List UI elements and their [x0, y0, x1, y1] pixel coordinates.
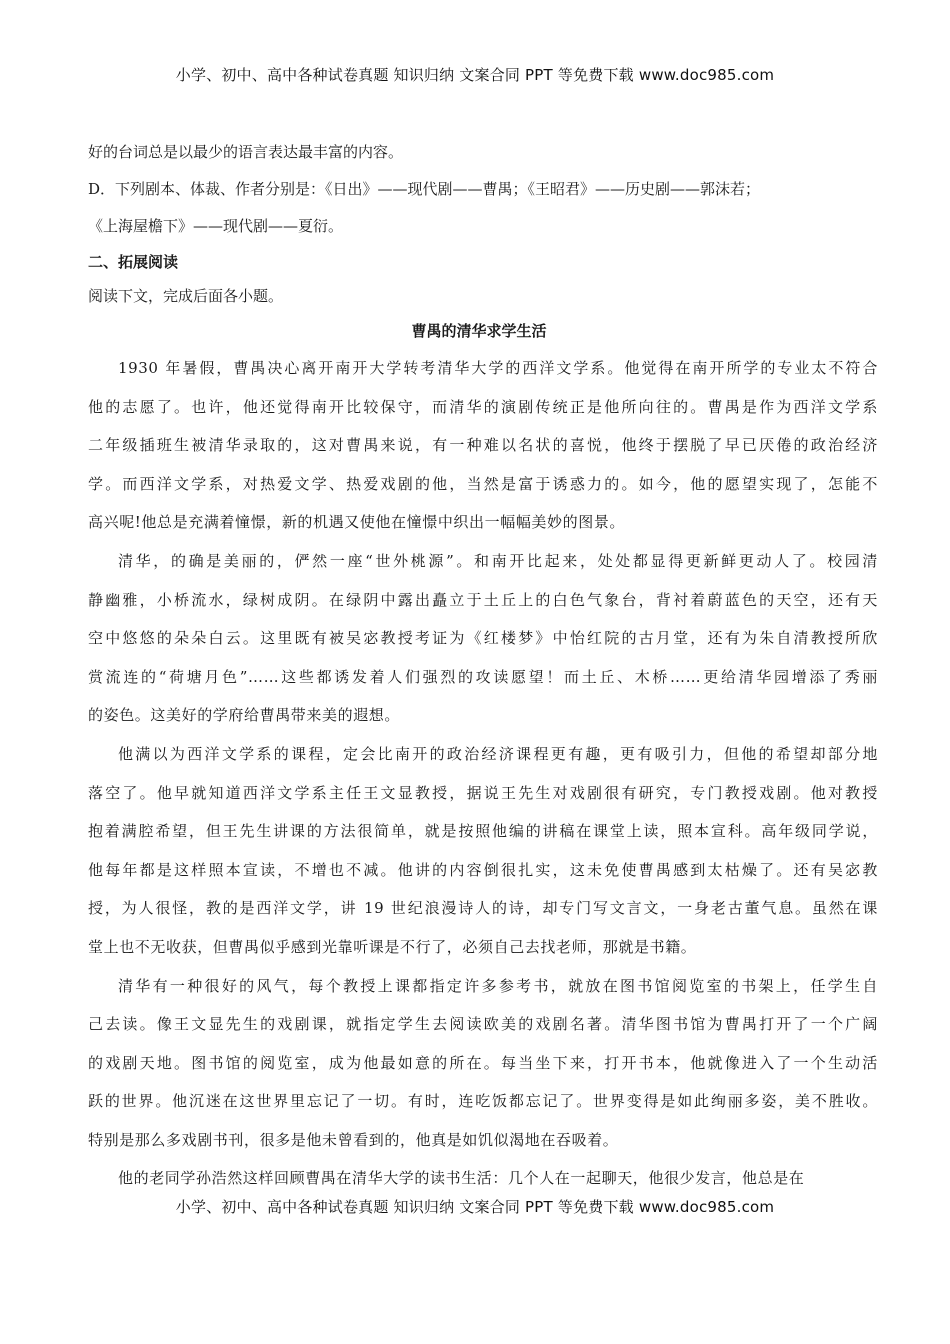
article-paragraph	[88, 1159, 878, 1198]
paragraph-line: 空中悠悠的朵朵白云。这里既有被吴宓教授考证为《红楼梦》中怡红院的古月堂，还有为朱自清教授所欣	[88, 629, 878, 648]
paragraph-line: 1930 年暑假，曹禺决心离开南开大学转考清华大学的西洋文学系。他觉得在南开所学的专业太不符合	[118, 359, 878, 377]
paragraph-line: 二年级插班生被清华录取的，这对曹禺来说，有一种难以名状的喜悦，他终于摆脱了早已厌倦的政治经济	[88, 436, 878, 455]
article-body	[88, 349, 878, 1198]
paragraph-line: 的戏剧天地。图书馆的阅览室，成为他最如意的所在。每当坐下来，打开书本，他就像进入了一个生动活	[88, 1053, 878, 1072]
option-d-line: D．下列剧本、体裁、作者分别是：《日出》——现代剧——曹禺；《王昭君》——历史剧——郭沫若；	[88, 180, 761, 198]
paragraph-line: 学。而西洋文学系，对热爱文学、热爱戏剧的他，当然是富于诱惑力的。如今，他的愿望实现了，怎能不	[88, 474, 878, 493]
page-content	[88, 134, 878, 1198]
paragraph-line: 静幽雅，小桥流水，绿树成阴。在绿阴中露出矗立于土丘上的白色气象台，背衬着蔚蓝色的天空，还有天	[88, 590, 878, 609]
article-title: 曹禺的清华求学生活	[411, 322, 547, 340]
paragraph-line: 赏流连的“荷塘月色”……这些都诱发着人们强烈的攻读愿望！而土丘、木桥……更给清华园增添了秀丽	[88, 667, 878, 686]
paragraph-line: 清华有一种很好的风气，每个教授上课都指定许多参考书，就放在图书馆阅览室的书架上，任学生自	[118, 976, 878, 995]
article-paragraph	[88, 349, 878, 542]
paragraph-line: 特别是那么多戏剧书刊，很多是他未曾看到的，他真是如饥似渴地在吞吸着。	[88, 1130, 619, 1149]
paragraph-line: 授，为人很怪，教的是西洋文学，讲 19 世纪浪漫诗人的诗，却专门写文言文，一身老古董气息。虽然在课	[88, 899, 878, 918]
section-heading: 二、拓展阅读	[88, 253, 179, 271]
paragraph-line: 他每年都是这样照本宣读，不增也不减。他讲的内容倒很扎实，这未免使曹禺感到太枯燥了。还有吴宓教	[88, 860, 878, 879]
paragraph-line: 他满以为西洋文学系的课程，定会比南开的政治经济课程更有趣，更有吸引力，但他的希望却部分地	[118, 744, 878, 763]
article-paragraph	[88, 542, 878, 735]
paragraph-line: 抱着满腔希望，但王先生讲课的方法很简单，就是按照他编的讲稿在课堂上读，照本宣科。高年级同学说，	[88, 822, 878, 841]
page-header: 小学、初中、高中各种试卷真题 知识归纳 文案合同 PPT 等免费下载 www.doc985.com	[175, 66, 775, 84]
paragraph-line: 己去读。像王文显先生的戏剧课，就指定学生去阅读欧美的戏剧名著。清华图书馆为曹禺打开了一个广阔	[88, 1015, 878, 1034]
paragraph-line: 他的老同学孙浩然这样回顾曹禺在清华大学的读书生活：几个人在一起聊天，他很少发言，他总是在	[118, 1169, 805, 1188]
option-d-continuation: 《上海屋檐下》——现代剧——夏衍。	[88, 217, 344, 235]
reading-instruction: 阅读下文，完成后面各小题。	[88, 287, 284, 305]
paragraph-line: 清华，的确是美丽的，俨然一座“世外桃源”。和南开比起来，处处都显得更新鲜更动人了。校园清	[118, 551, 878, 570]
paragraph-line: 的姿色。这美好的学府给曹禺带来美的遐想。	[88, 706, 401, 725]
paragraph-line: 堂上也不无收获，但曹禺似乎感到光靠听课是不行了，必须自己去找老师，那就是书籍。	[88, 937, 697, 956]
article-paragraph	[88, 967, 878, 1160]
paragraph-line: 他的志愿了。也许，他还觉得南开比较保守，而清华的演剧传统正是他所向往的。曹禺是作为西洋文学系	[88, 397, 878, 416]
intro-line: 好的台词总是以最少的语言表达最丰富的内容。	[88, 143, 404, 161]
article-paragraph	[88, 735, 878, 967]
paragraph-line: 落空了。他早就知道西洋文学系主任王文显教授，据说王先生对戏剧很有研究，专门教授戏剧。他对教授	[88, 783, 878, 802]
paragraph-line: 高兴呢!他总是充满着憧憬，新的机遇又使他在憧憬中织出一幅幅美妙的图景。	[88, 513, 626, 532]
page-footer: 小学、初中、高中各种试卷真题 知识归纳 文案合同 PPT 等免费下载 www.doc985.com	[175, 1198, 775, 1216]
paragraph-line: 跃的世界。他沉迷在这世界里忘记了一切。有时，连吃饭都忘记了。世界变得是如此绚丽多姿，美不胜收。	[88, 1092, 878, 1111]
